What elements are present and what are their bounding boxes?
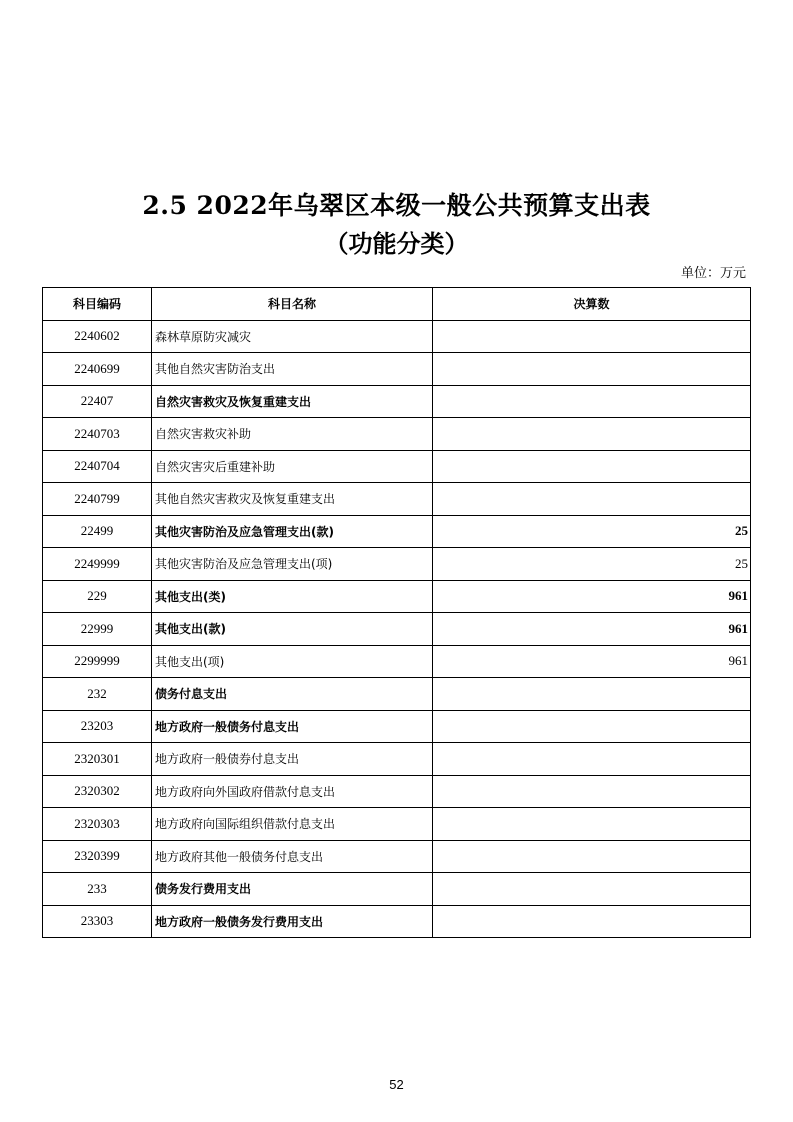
subject-name: 地方政府向外国政府借款付息支出: [152, 775, 433, 808]
subject-code: 2320399: [43, 840, 152, 873]
subject-code: 2240704: [43, 450, 152, 483]
subject-code: 2240799: [43, 483, 152, 516]
final-amount: [433, 840, 751, 873]
subject-code: 229: [43, 580, 152, 613]
table-row: [43, 905, 751, 938]
subject-code: 2299999: [43, 645, 152, 678]
table-row: [43, 710, 751, 743]
final-amount: [433, 873, 751, 906]
table-row: [43, 775, 751, 808]
table-row: [43, 483, 751, 516]
table-row: [43, 353, 751, 386]
subject-name: 自然灾害救灾补助: [152, 418, 433, 451]
final-amount: 25: [433, 515, 751, 548]
final-amount: 961: [433, 613, 751, 646]
subject-code: 232: [43, 678, 152, 711]
table-row: [43, 548, 751, 581]
subject-name: 债务发行费用支出: [152, 873, 433, 906]
unit-label: 单位：万元: [680, 266, 746, 281]
final-amount: 961: [433, 645, 751, 678]
subject-code: 2320302: [43, 775, 152, 808]
subject-code: 2320301: [43, 743, 152, 776]
subject-code: 23303: [43, 905, 152, 938]
expenditure-table: [42, 287, 751, 938]
subject-name: 其他自然灾害防治支出: [152, 353, 433, 386]
page-number: 52: [389, 1077, 404, 1092]
table-body: [43, 320, 751, 938]
table-row: [43, 645, 751, 678]
table-row: [43, 873, 751, 906]
final-amount: [433, 385, 751, 418]
final-amount: 25: [433, 548, 751, 581]
subject-code: 22999: [43, 613, 152, 646]
subject-name: 其他灾害防治及应急管理支出(款): [152, 515, 433, 548]
subject-name: 其他灾害防治及应急管理支出(项): [152, 548, 433, 581]
final-amount: [433, 353, 751, 386]
subject-name: 其他自然灾害救灾及恢复重建支出: [152, 483, 433, 516]
subject-name: 自然灾害灾后重建补助: [152, 450, 433, 483]
subject-name: 自然灾害救灾及恢复重建支出: [152, 385, 433, 418]
table-row: [43, 613, 751, 646]
header-name: 科目名称: [152, 288, 433, 321]
subject-code: 2249999: [43, 548, 152, 581]
subject-code: 233: [43, 873, 152, 906]
table-row: [43, 678, 751, 711]
table-row: [43, 515, 751, 548]
final-amount: [433, 710, 751, 743]
table-row: [43, 320, 751, 353]
final-amount: [433, 678, 751, 711]
subject-name: 地方政府一般债券付息支出: [152, 743, 433, 776]
final-amount: [433, 450, 751, 483]
table-row: [43, 450, 751, 483]
subject-code: 23203: [43, 710, 152, 743]
final-amount: [433, 808, 751, 841]
subject-code: 2320303: [43, 808, 152, 841]
table-row: [43, 840, 751, 873]
subject-name: 地方政府向国际组织借款付息支出: [152, 808, 433, 841]
page-title: 2.5 2022年乌翠区本级一般公共预算支出表: [142, 191, 651, 220]
final-amount: [433, 483, 751, 516]
table-header-row: [43, 288, 751, 321]
table-row: [43, 580, 751, 613]
subject-name: 地方政府一般债务发行费用支出: [152, 905, 433, 938]
header-value: 决算数: [433, 288, 751, 321]
subject-name: 地方政府一般债务付息支出: [152, 710, 433, 743]
subject-name: 其他支出(项): [152, 645, 433, 678]
subject-code: 2240602: [43, 320, 152, 353]
subject-code: 2240703: [43, 418, 152, 451]
table-row: [43, 743, 751, 776]
subject-name: 其他支出(类): [152, 580, 433, 613]
final-amount: [433, 418, 751, 451]
table-row: [43, 385, 751, 418]
subject-code: 22499: [43, 515, 152, 548]
subject-code: 22407: [43, 385, 152, 418]
final-amount: [433, 775, 751, 808]
subject-name: 债务付息支出: [152, 678, 433, 711]
final-amount: 961: [433, 580, 751, 613]
table-row: [43, 418, 751, 451]
final-amount: [433, 905, 751, 938]
final-amount: [433, 743, 751, 776]
table-row: [43, 808, 751, 841]
subject-name: 地方政府其他一般债务付息支出: [152, 840, 433, 873]
header-code: 科目编码: [43, 288, 152, 321]
page-subtitle: （功能分类）: [324, 229, 469, 258]
subject-name: 其他支出(款): [152, 613, 433, 646]
final-amount: [433, 320, 751, 353]
subject-name: 森林草原防灾减灾: [152, 320, 433, 353]
subject-code: 2240699: [43, 353, 152, 386]
